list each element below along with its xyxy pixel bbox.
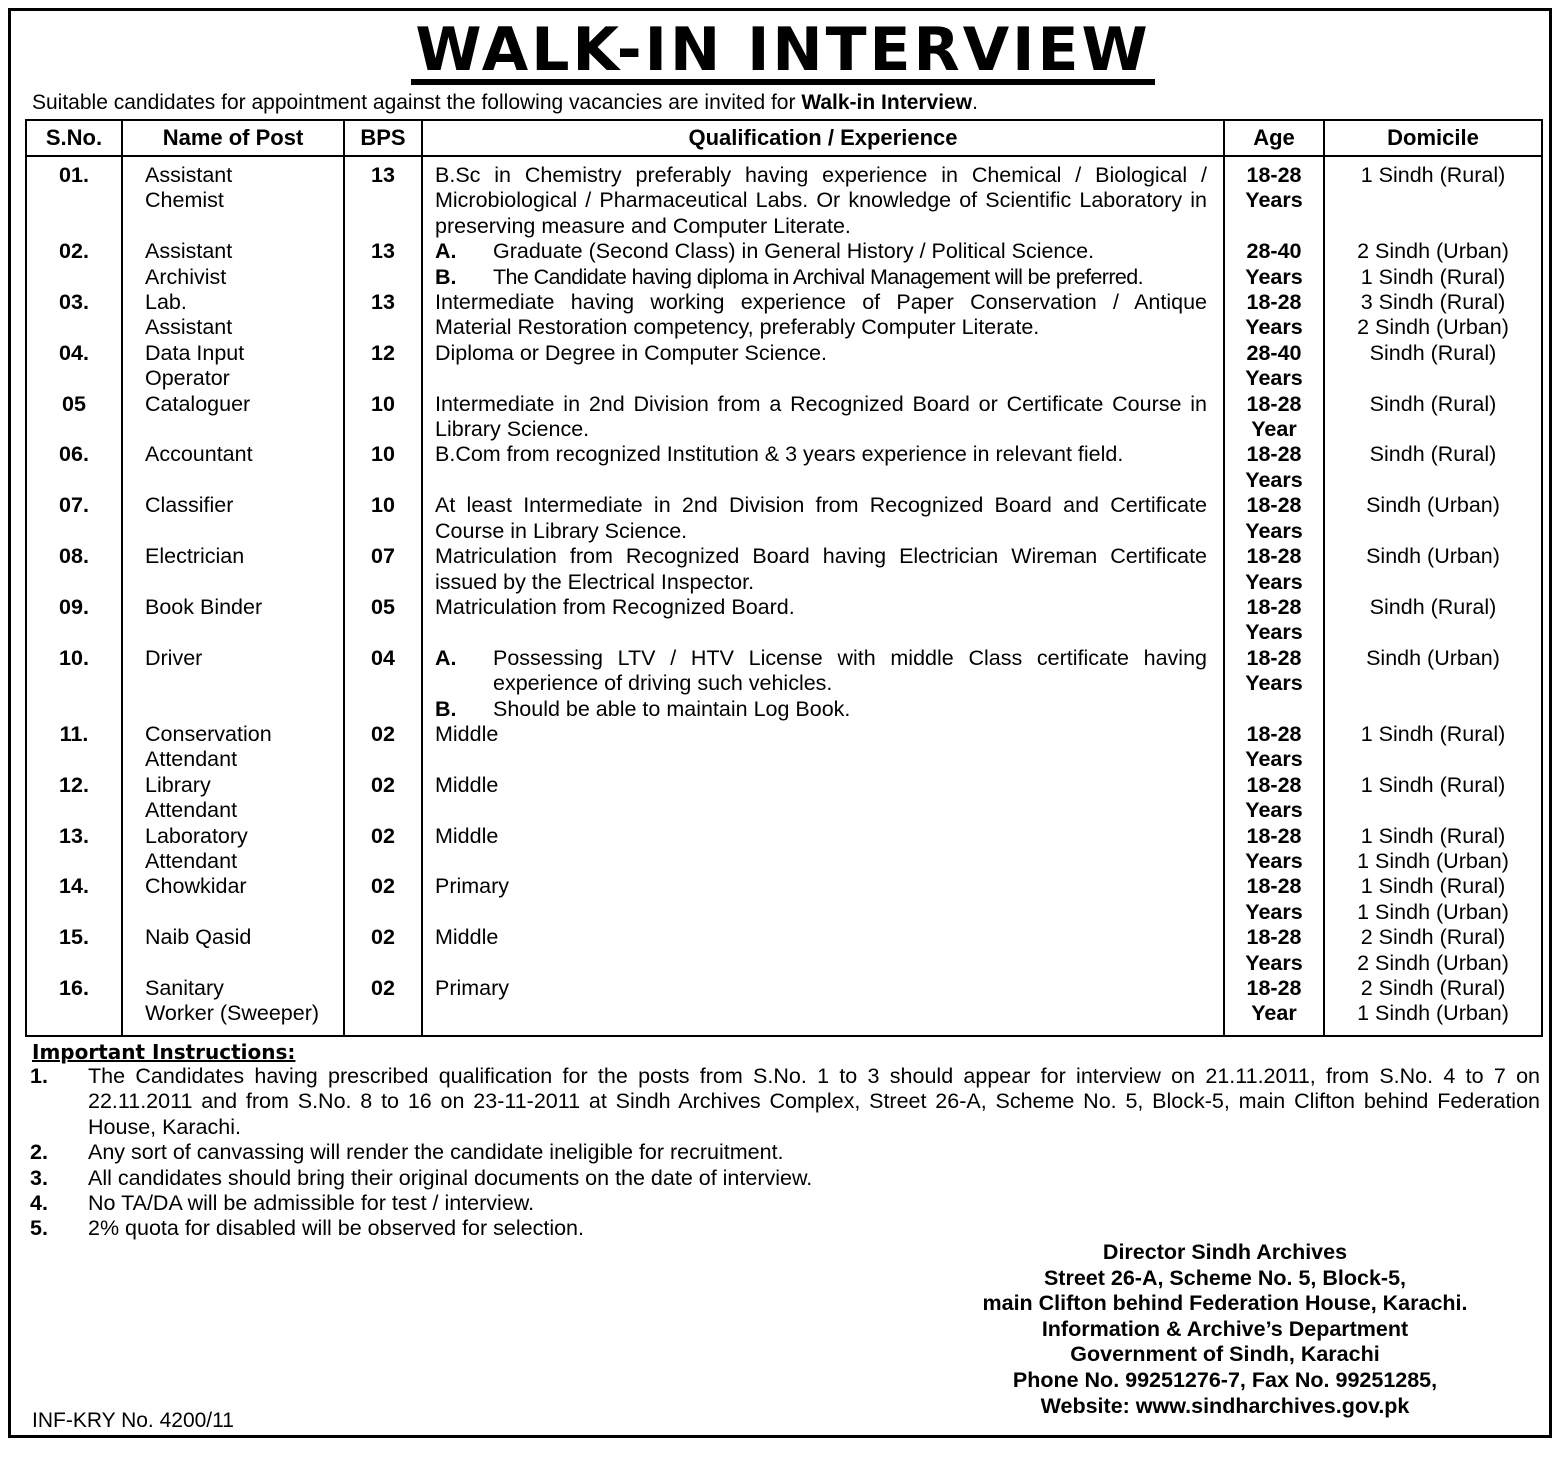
instruction-number: 2. (30, 1140, 48, 1165)
cell-age (1224, 874, 1324, 925)
header-post: Name of Post (122, 120, 344, 156)
cell-bps: 12 (344, 341, 422, 392)
signature-line: Government of Sindh, Karachi (1070, 1342, 1380, 1367)
cell-post (122, 156, 344, 239)
cell-qualification: B.Sc in Chemistry preferably having experience in Chemical / Biological / Microbiological / Pharmaceutical Labs. Or knowledge of Scientific Laboratory in preserving measure and Computer Literate. (422, 156, 1224, 239)
post-line: Operator (145, 366, 230, 391)
cell-post (122, 341, 344, 392)
table-row (26, 976, 1542, 1036)
age-line: 18-28 (1246, 391, 1302, 416)
qualification-item-key: A. (435, 645, 457, 670)
cell-bps: 10 (344, 442, 422, 493)
cell-bps: 02 (344, 824, 422, 875)
instructions-list (30, 1064, 1540, 1242)
cell-bps: 13 (344, 290, 422, 341)
cell-age (1224, 239, 1324, 290)
age-line: 18-28 (1246, 493, 1302, 518)
table-row (26, 544, 1542, 595)
signature-line: Street 26-A, Scheme No. 5, Block-5, (1043, 1265, 1407, 1290)
table-row (26, 156, 1542, 239)
reference-number: INF-KRY No. 4200/11 (32, 1409, 234, 1432)
qualification-item-key: B. (435, 264, 457, 289)
cell-bps: 13 (344, 239, 422, 290)
table-body (26, 156, 1542, 1036)
cell-domicile (1324, 493, 1542, 544)
cell-domicile (1324, 392, 1542, 443)
cell-qualification: Primary (422, 874, 1224, 925)
qualification-item-text: Possessing LTV / HTV License with middle Class certificate having experience of driving such vehicles. (493, 645, 1207, 696)
cell-age (1224, 773, 1324, 824)
cell-age (1224, 442, 1324, 493)
domicile-line: 1 Sindh (Rural) (1360, 264, 1506, 289)
age-line: 18-28 (1246, 645, 1302, 670)
cell-sno: 05 (26, 392, 122, 443)
cell-sno: 15. (26, 925, 122, 976)
cell-sno: 09. (26, 595, 122, 646)
cell-post (122, 239, 344, 290)
domicile-line: 2 Sindh (Urban) (1357, 315, 1509, 340)
qualification-item (435, 697, 1207, 722)
age-line: Years (1245, 747, 1303, 772)
cell-domicile (1324, 442, 1542, 493)
cell-post (122, 874, 344, 925)
cell-age (1224, 824, 1324, 875)
age-line: 28-40 (1246, 239, 1302, 264)
age-line: Years (1245, 518, 1303, 543)
post-line: Assistant (145, 315, 233, 340)
cell-sno: 03. (26, 290, 122, 341)
instruction-number: 1. (30, 1064, 48, 1088)
table-row (26, 239, 1542, 290)
age-line: Years (1245, 264, 1303, 289)
cell-bps: 02 (344, 773, 422, 824)
cell-age (1224, 646, 1324, 722)
post-line: Book Binder (145, 594, 263, 619)
signature-line: Phone No. 99251276-7, Fax No. 99251285, (1012, 1367, 1438, 1392)
cell-qualification: Middle (422, 773, 1224, 824)
instruction-text: No TA/DA will be admissible for test / interview. (88, 1191, 535, 1216)
post-line: Library (145, 772, 211, 797)
cell-bps: 07 (344, 544, 422, 595)
cell-domicile (1324, 722, 1542, 773)
instruction-text: All candidates should bring their original documents on the date of interview. (88, 1165, 813, 1190)
header-domicile: Domicile (1324, 120, 1542, 156)
cell-domicile (1324, 824, 1542, 875)
cell-bps: 02 (344, 976, 422, 1036)
age-line: 18-28 (1246, 772, 1302, 797)
cell-qualification: At least Intermediate in 2nd Division from Recognized Board and Certificate Course in Library Science. (422, 493, 1224, 544)
cell-age (1224, 595, 1324, 646)
instruction-text: Any sort of canvassing will render the candidate ineligible for recruitment. (88, 1140, 784, 1165)
cell-post (122, 290, 344, 341)
signature-line: Information & Archive’s Department (1041, 1316, 1409, 1341)
post-line: Laboratory (145, 823, 248, 848)
cell-bps: 02 (344, 925, 422, 976)
post-line: Sanitary (145, 976, 224, 1000)
cell-post (122, 773, 344, 824)
qualification-item-text: Graduate (Second Class) in General History / Political Science. (493, 239, 1095, 264)
domicile-line: 1 Sindh (Rural) (1360, 823, 1506, 848)
domicile-line: Sindh (Urban) (1366, 645, 1500, 670)
table-row (26, 646, 1542, 722)
table-row (26, 824, 1542, 875)
post-line: Data Input (145, 340, 245, 365)
cell-domicile (1324, 341, 1542, 392)
age-line: 18-28 (1246, 290, 1302, 315)
table-row (26, 341, 1542, 392)
cell-sno: 08. (26, 544, 122, 595)
age-line: Years (1245, 848, 1303, 873)
age-line: 18-28 (1246, 442, 1302, 467)
intro-plain: Suitable candidates for appointment against the following vacancies are invited for (32, 91, 802, 114)
page-title: WALK-IN INTERVIEW (0, 18, 1566, 85)
instruction-item (30, 1166, 1540, 1191)
cell-domicile (1324, 874, 1542, 925)
cell-post (122, 646, 344, 722)
domicile-line: Sindh (Urban) (1366, 493, 1500, 518)
domicile-line: Sindh (Rural) (1369, 391, 1497, 416)
domicile-line: 1 Sindh (Rural) (1360, 772, 1506, 797)
domicile-line: 2 Sindh (Rural) (1360, 925, 1506, 950)
header-bps: BPS (344, 120, 422, 156)
cell-age (1224, 493, 1324, 544)
instruction-text: 2% quota for disabled will be observed for selection. (88, 1216, 584, 1241)
domicile-line: Sindh (Rural) (1369, 340, 1497, 365)
cell-age (1224, 290, 1324, 341)
cell-post (122, 442, 344, 493)
table-header-row (26, 120, 1542, 156)
cell-qualification: Intermediate having working experience of Paper Conservation / Antique Material Restoration competency, preferably Computer Literate. (422, 290, 1224, 341)
age-line: Years (1245, 950, 1303, 975)
cell-age (1224, 544, 1324, 595)
post-line: Assistant (145, 163, 233, 187)
vacancies-table (25, 119, 1543, 1037)
post-line: Chowkidar (145, 874, 247, 899)
cell-qualification: Matriculation from Recognized Board having Electrician Wireman Certificate issued by the Electrical Inspector. (422, 544, 1224, 595)
intro-end: . (972, 91, 978, 114)
table-row (26, 392, 1542, 443)
cell-bps: 05 (344, 595, 422, 646)
table-row (26, 925, 1542, 976)
cell-qualification (422, 646, 1224, 722)
age-line: 18-28 (1246, 874, 1302, 899)
age-line: Years (1245, 620, 1303, 645)
signature-block (900, 1240, 1550, 1419)
cell-age (1224, 156, 1324, 239)
domicile-line: 2 Sindh (Urban) (1357, 950, 1509, 975)
age-line: Years (1245, 569, 1303, 594)
cell-post (122, 976, 344, 1036)
post-line: Electrician (145, 544, 245, 569)
cell-sno: 06. (26, 442, 122, 493)
instruction-item (30, 1064, 1540, 1140)
qualification-item-text: The Candidate having diploma in Archival Management will be preferred. (493, 264, 1143, 289)
post-line: Driver (145, 645, 203, 670)
domicile-line: 2 Sindh (Rural) (1360, 976, 1506, 1000)
age-line: 18-28 (1246, 594, 1302, 619)
qualification-item (435, 239, 1207, 264)
domicile-line: 3 Sindh (Rural) (1360, 290, 1506, 315)
cell-post (122, 824, 344, 875)
age-line: 18-28 (1246, 163, 1302, 187)
table-row (26, 290, 1542, 341)
cell-sno: 04. (26, 341, 122, 392)
age-line: 18-28 (1246, 823, 1302, 848)
post-line: Attendant (145, 848, 238, 873)
cell-sno: 12. (26, 773, 122, 824)
signature-line: Director Sindh Archives (1102, 1240, 1348, 1264)
table-row (26, 722, 1542, 773)
domicile-line: 1 Sindh (Urban) (1357, 899, 1509, 924)
post-line: Chemist (145, 188, 224, 213)
age-line: 28-40 (1246, 340, 1302, 365)
domicile-line: Sindh (Urban) (1366, 544, 1500, 569)
cell-bps: 10 (344, 392, 422, 443)
instruction-item (30, 1216, 1540, 1241)
domicile-line: 1 Sindh (Urban) (1357, 848, 1509, 873)
cell-age (1224, 341, 1324, 392)
domicile-line: 1 Sindh (Urban) (1357, 1001, 1509, 1026)
domicile-line: Sindh (Rural) (1369, 442, 1497, 467)
instruction-number: 3. (30, 1165, 48, 1190)
post-line: Cataloguer (145, 391, 251, 416)
cell-age (1224, 925, 1324, 976)
post-line: Naib Qasid (145, 925, 252, 950)
cell-post (122, 493, 344, 544)
cell-domicile (1324, 290, 1542, 341)
header-age: Age (1224, 120, 1324, 156)
cell-sno: 10. (26, 646, 122, 722)
cell-domicile (1324, 595, 1542, 646)
cell-domicile (1324, 646, 1542, 722)
cell-qualification: Middle (422, 722, 1224, 773)
cell-qualification: Middle (422, 925, 1224, 976)
cell-qualification: Intermediate in 2nd Division from a Recognized Board or Certificate Course in Library Science. (422, 392, 1224, 443)
domicile-line: 1 Sindh (Rural) (1360, 721, 1506, 746)
table-row (26, 493, 1542, 544)
header-qualification: Qualification / Experience (422, 120, 1224, 156)
cell-domicile (1324, 976, 1542, 1036)
instruction-item (30, 1191, 1540, 1216)
age-line: Years (1245, 467, 1303, 492)
table-row (26, 442, 1542, 493)
post-line: Attendant (145, 747, 238, 772)
cell-domicile (1324, 544, 1542, 595)
cell-sno: 07. (26, 493, 122, 544)
cell-qualification: Diploma or Degree in Computer Science. (422, 341, 1224, 392)
qualification-item (435, 265, 1207, 290)
cell-qualification (422, 239, 1224, 290)
domicile-line: Sindh (Rural) (1369, 594, 1497, 619)
cell-domicile (1324, 156, 1542, 239)
post-line: Lab. (145, 290, 187, 315)
age-line: Years (1245, 315, 1303, 340)
cell-qualification: Matriculation from Recognized Board. (422, 595, 1224, 646)
cell-sno: 02. (26, 239, 122, 290)
table-row (26, 874, 1542, 925)
cell-domicile (1324, 239, 1542, 290)
cell-age (1224, 976, 1324, 1036)
age-line: Years (1245, 366, 1303, 391)
qualification-item-key: A. (435, 239, 457, 264)
age-line: 18-28 (1246, 976, 1302, 1000)
instruction-text: The Candidates having prescribed qualification for the posts from S.No. 1 to 3 should appear for interview on 21.11.2011, from S.No. 4 to 7 on 22.11.2011 and from S.No. 8 to 16 on 23-11-2011 at Sindh Archives Complex, Street 26-A, Scheme No. 5, Block-5, main Clifton behind Federation House, Karachi. (88, 1064, 1540, 1139)
cell-bps: 02 (344, 722, 422, 773)
cell-bps: 02 (344, 874, 422, 925)
cell-sno: 11. (26, 722, 122, 773)
cell-domicile (1324, 773, 1542, 824)
domicile-line: 1 Sindh (Rural) (1360, 163, 1506, 187)
instructions-heading: Important Instructions: (32, 1040, 296, 1064)
cell-post (122, 392, 344, 443)
qualification-item-key: B. (435, 696, 457, 721)
cell-post (122, 722, 344, 773)
domicile-line: 2 Sindh (Urban) (1357, 239, 1509, 264)
qualification-item (435, 646, 1207, 697)
table-row (26, 595, 1542, 646)
cell-post (122, 544, 344, 595)
cell-sno: 13. (26, 824, 122, 875)
cell-bps: 04 (344, 646, 422, 722)
age-line: 18-28 (1246, 925, 1302, 950)
cell-sno: 14. (26, 874, 122, 925)
post-line: Assistant (145, 239, 233, 264)
instruction-number: 5. (30, 1216, 48, 1241)
instruction-item (30, 1140, 1540, 1165)
age-line: Years (1245, 671, 1303, 696)
cell-qualification: Middle (422, 824, 1224, 875)
instruction-number: 4. (30, 1191, 48, 1216)
cell-age (1224, 392, 1324, 443)
age-line: 18-28 (1246, 721, 1302, 746)
intro-text (32, 90, 978, 116)
cell-sno: 16. (26, 976, 122, 1036)
table-row (26, 773, 1542, 824)
age-line: Years (1245, 899, 1303, 924)
post-line: Conservation (145, 721, 272, 746)
signature-line: Website: www.sindharchives.gov.pk (1040, 1393, 1410, 1418)
age-line: Years (1245, 798, 1303, 823)
age-line: 18-28 (1246, 544, 1302, 569)
cell-bps: 13 (344, 156, 422, 239)
post-line: Classifier (145, 493, 234, 518)
intro-bold: Walk-in Interview (801, 91, 973, 114)
cell-age (1224, 722, 1324, 773)
cell-post (122, 925, 344, 976)
cell-sno: 01. (26, 156, 122, 239)
age-line: Year (1251, 417, 1297, 442)
age-line: Years (1245, 188, 1303, 213)
domicile-line: 1 Sindh (Rural) (1360, 874, 1506, 899)
post-line: Archivist (145, 264, 227, 289)
cell-qualification: B.Com from recognized Institution & 3 years experience in relevant field. (422, 442, 1224, 493)
cell-qualification: Primary (422, 976, 1224, 1036)
signature-line: main Clifton behind Federation House, Karachi. (982, 1291, 1468, 1316)
post-line: Worker (Sweeper) (145, 1001, 320, 1026)
age-line: Year (1251, 1001, 1297, 1026)
header-sno: S.No. (26, 120, 122, 156)
post-line: Accountant (145, 442, 253, 467)
post-line: Attendant (145, 798, 238, 823)
qualification-item-text: Should be able to maintain Log Book. (493, 696, 851, 721)
cell-post (122, 595, 344, 646)
cell-domicile (1324, 925, 1542, 976)
cell-bps: 10 (344, 493, 422, 544)
